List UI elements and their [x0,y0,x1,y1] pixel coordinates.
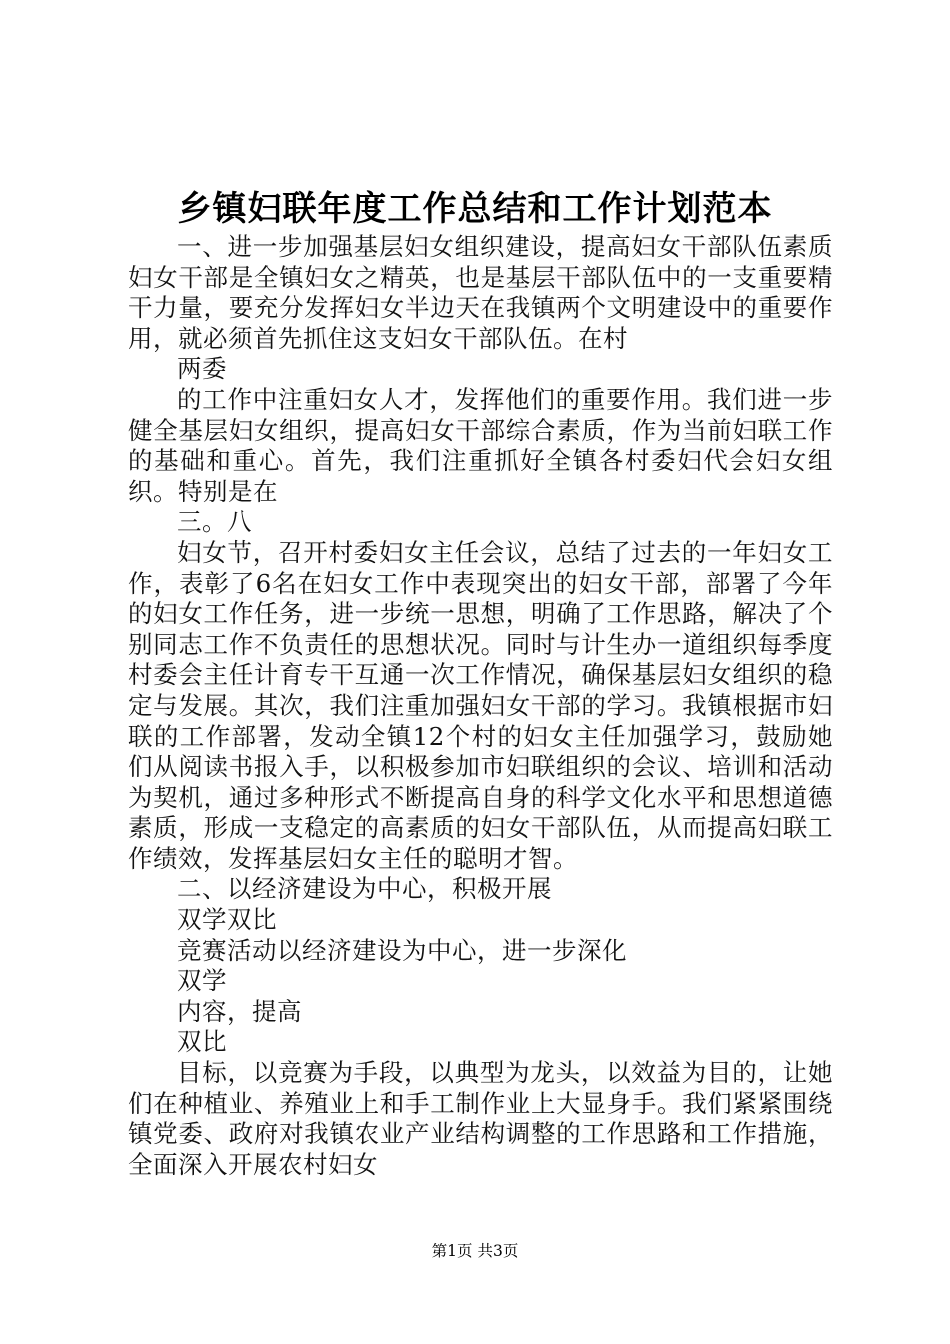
page-footer: 第1页 共3页 [431,1242,519,1260]
paragraph-11: 双比 [177,1027,227,1057]
paragraph-12: 目标，以竞赛为手段，以典型为龙头，以效益为目的，让她们在种植业、养殖业上和手工制作业上大显身手。我们紧紧围绕镇党委、政府对我镇农业产业结构调整的工作思路和工作措施，全面深入开展农村妇女 [128,1058,833,1179]
paragraph-3: 的工作中注重妇女人才，发挥他们的重要作用。我们进一步健全基层妇女组织，提高妇女干部综合素质，作为当前妇联工作的基础和重心。首先，我们注重抓好全镇各村委妇代会妇女组织。特别是在 [128,384,833,506]
paragraph-6: 二、以经济建设为中心，积极开展 [177,874,552,904]
document-title: 乡镇妇联年度工作总结和工作计划范本 [177,189,773,229]
paragraph-5: 妇女节，召开村委妇女主任会议，总结了过去的一年妇女工作，表彰了6名在妇女工作中表现突出的妇女干部，部署了今年的妇女工作任务，进一步统一思想，明确了工作思路，解决了个别同志工作不负责任的思想状况。同时与计生办一道组织每季度村委会主任计育专干互通一次工作情况，确保基层妇女组织的稳定与发展。其次，我们注重加强妇女干部的学习。我镇根据市妇联的工作部署，发动全镇12个村的妇女主任加强学习，鼓励她们从阅读书报入手，以积极参加市妇联组织的会议、培训和活动为契机，通过多种形式不断提高自身的科学文化水平和思想道德素质，形成一支稳定的高素质的妇女干部队伍，从而提高妇联工作绩效，发挥基层妇女主任的聪明才智。 [128,537,833,873]
paragraph-2: 两委 [177,354,227,384]
paragraph-10: 内容，提高 [177,996,302,1026]
paragraph-9: 双学 [177,966,227,996]
paragraph-8: 竞赛活动以经济建设为中心，进一步深化 [177,935,627,965]
paragraph-1: 一、进一步加强基层妇女组织建设，提高妇女干部队伍素质妇女干部是全镇妇女之精英，也是基层干部队伍中的一支重要精干力量，要充分发挥妇女半边天在我镇两个文明建设中的重要作用，就必须首先抓住这支妇女干部队伍。在村 [128,232,833,353]
document-body [128,232,833,1180]
paragraph-7: 双学双比 [177,905,277,935]
paragraph-4: 三。八 [177,507,252,537]
